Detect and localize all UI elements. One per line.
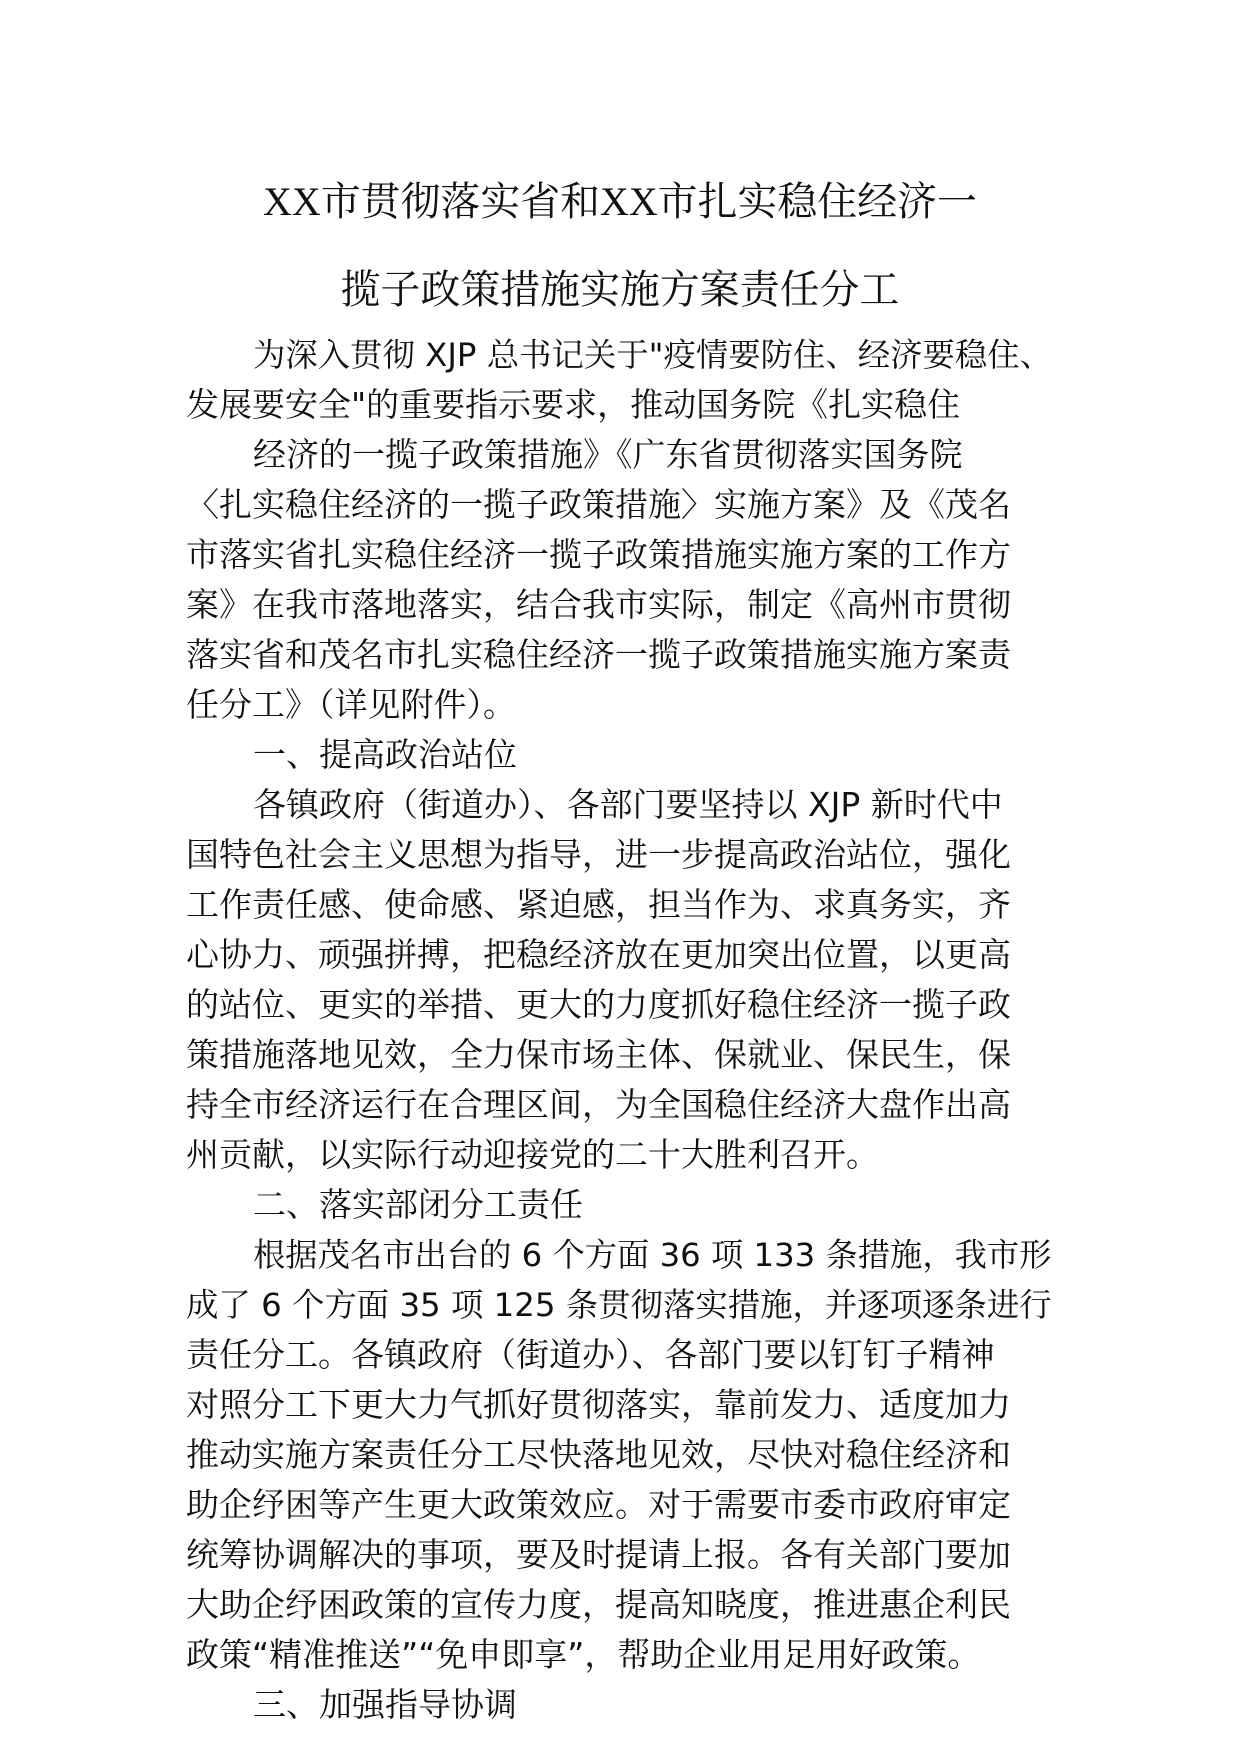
body-line: 〈扎实稳住经济的一揽子政策措施〉实施方案》及《茂名 bbox=[186, 485, 1011, 524]
body-line: 成了 6 个方面 35 项 125 条贯彻落实措施，并逐项逐条进行 bbox=[186, 1286, 1052, 1324]
document-title-line-1: XX市贯彻落实省和XX市扎实稳住经济一 bbox=[263, 179, 977, 224]
body-line: 案》在我市落地落实，结合我市实际，制定《高州市贯彻 bbox=[186, 585, 1011, 624]
section-heading-1: 一、提高政治站位 bbox=[253, 735, 517, 774]
body-line: 州贡献，以实际行动迎接党的二十大胜利召开。 bbox=[186, 1135, 879, 1174]
body-line: 经济的一揽子政策措施》《广东省贯彻落实国务院 bbox=[253, 435, 963, 474]
body-line: 统筹协调解决的事项，要及时提请上报。各有关部门要加 bbox=[186, 1535, 1011, 1574]
body-line: 为深入贯彻 XJP 总书记关于"疫情要防住、经济要稳住、 bbox=[253, 336, 1052, 374]
body-line: 推动实施方案责任分工尽快落地见效，尽快对稳住经济和 bbox=[186, 1435, 1011, 1474]
body-line: 落实省和茂名市扎实稳住经济一揽子政策措施实施方案责 bbox=[186, 635, 1011, 674]
body-line: 持全市经济运行在合理区间，为全国稳住经济大盘作出高 bbox=[186, 1085, 1011, 1124]
body-line: 的站位、更实的举措、更大的力度抓好稳住经济一揽子政 bbox=[186, 985, 1011, 1024]
body-line: 责任分工。各镇政府（街道办）、各部门要以钉钉子精神 bbox=[186, 1335, 995, 1374]
body-line: 发展要安全"的重要指示要求，推动国务院《扎实稳住 bbox=[186, 385, 961, 424]
body-line: 策措施落地见效，全力保市场主体、保就业、保民生，保 bbox=[186, 1035, 1011, 1074]
body-line: 各镇政府（街道办）、各部门要坚持以 XJP 新时代中 bbox=[253, 785, 1003, 824]
document-body bbox=[186, 330, 1052, 1730]
body-line: 任分工》（详见附件）。 bbox=[186, 685, 516, 724]
body-line: 对照分工下更大力气抓好贯彻落实，靠前发力、适度加力 bbox=[186, 1385, 1011, 1424]
body-line: 大助企纾困政策的宣传力度，提高知晓度，推进惠企利民 bbox=[186, 1585, 1011, 1624]
body-line: 工作责任感、使命感、紧迫感，担当作为、求真务实，齐 bbox=[186, 885, 1011, 924]
section-heading-2: 二、落实部闭分工责任 bbox=[253, 1185, 583, 1224]
section-heading-3: 三、加强指导协调 bbox=[253, 1685, 517, 1724]
body-line: 市落实省扎实稳住经济一揽子政策措施实施方案的工作方 bbox=[186, 535, 1011, 574]
body-line: 根据茂名市出台的 6 个方面 36 项 133 条措施，我市形 bbox=[253, 1236, 1052, 1274]
body-line: 助企纾困等产生更大政策效应。对于需要市委市政府审定 bbox=[186, 1485, 1011, 1524]
body-line: 国特色社会主义思想为指导，进一步提高政治站位，强化 bbox=[186, 835, 1011, 874]
body-line: 心协力、顽强拼搏，把稳经济放在更加突出位置，以更高 bbox=[186, 935, 1011, 974]
document-title-line-2: 揽子政策措施实施方案责任分工 bbox=[340, 267, 900, 312]
body-line: 政策“精准推送”“免申即享”，帮助企业用足用好政策。 bbox=[186, 1635, 981, 1674]
